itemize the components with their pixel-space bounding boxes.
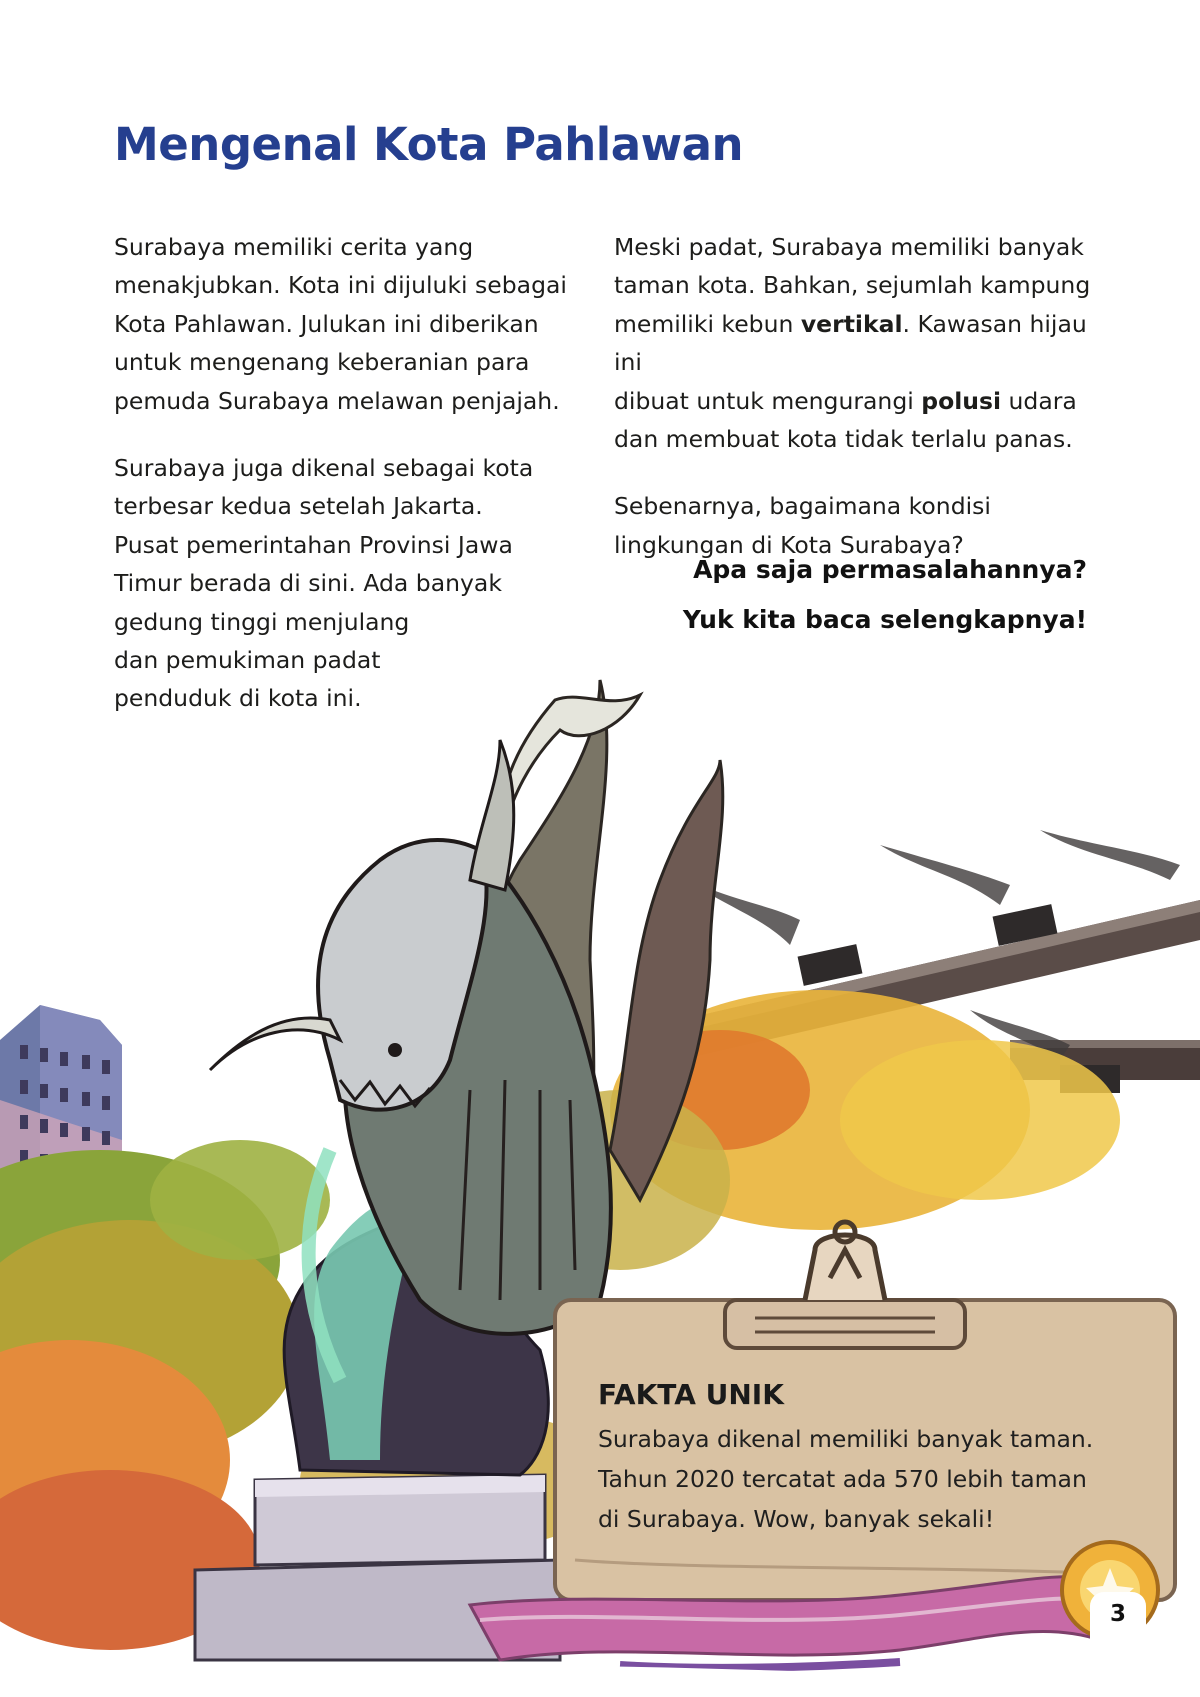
intro-paragraph: Surabaya memiliki cerita yang menakjubkan. Kota ini dijuluki sebagai Kota Pahlawan. Julukan ini diberikan untuk mengenang keberanian para pemuda Surabaya melawan penjajah.: [114, 233, 567, 415]
green-space-text-3: udara dan membuat kota tidak terlalu panas.: [614, 386, 1077, 454]
fact-body: Surabaya dikenal memiliki banyak taman. Tahun 2020 tercatat ada 570 lebih taman di Surabaya. Wow, banyak sekali!: [598, 1425, 1094, 1533]
invitation-heading: Yuk kita baca selengkapnya!: [682, 605, 1087, 634]
bottom-edge: [0, 1666, 1200, 1697]
clip-icon: [725, 1222, 965, 1348]
question-paragraph: Sebenarnya, bagaimana kondisi lingkungan di Kota Surabaya?: [614, 492, 991, 559]
right-column: [614, 228, 1114, 593]
keyword-vertikal: vertikal: [800, 309, 903, 338]
keyword-polusi: polusi: [921, 386, 1002, 415]
fact-title: FAKTA UNIK: [598, 1378, 784, 1411]
green-space-text-2: . Kawasan hijau ini dibuat untuk mengurangi: [614, 309, 1087, 415]
green-space-paragraph: [614, 228, 1114, 458]
question-heading: Apa saja permasalahannya?: [693, 555, 1087, 584]
fact-box: [598, 1378, 1118, 1539]
page-title: Mengenal Kota Pahlawan: [114, 118, 744, 171]
page-number: 3: [1090, 1592, 1146, 1662]
city-paragraph: Surabaya juga dikenal sebagai kota terbesar kedua setelah Jakarta. Pusat pemerintahan Provinsi Jawa Timur berada di sini. Ada banyak gedung tinggi menjulang dan pemukiman padat penduduk di kota ini.: [114, 454, 534, 713]
green-space-text-1: Meski padat, Surabaya memiliki banyak taman kota. Bahkan, sejumlah kampung memiliki kebun: [614, 233, 1091, 338]
